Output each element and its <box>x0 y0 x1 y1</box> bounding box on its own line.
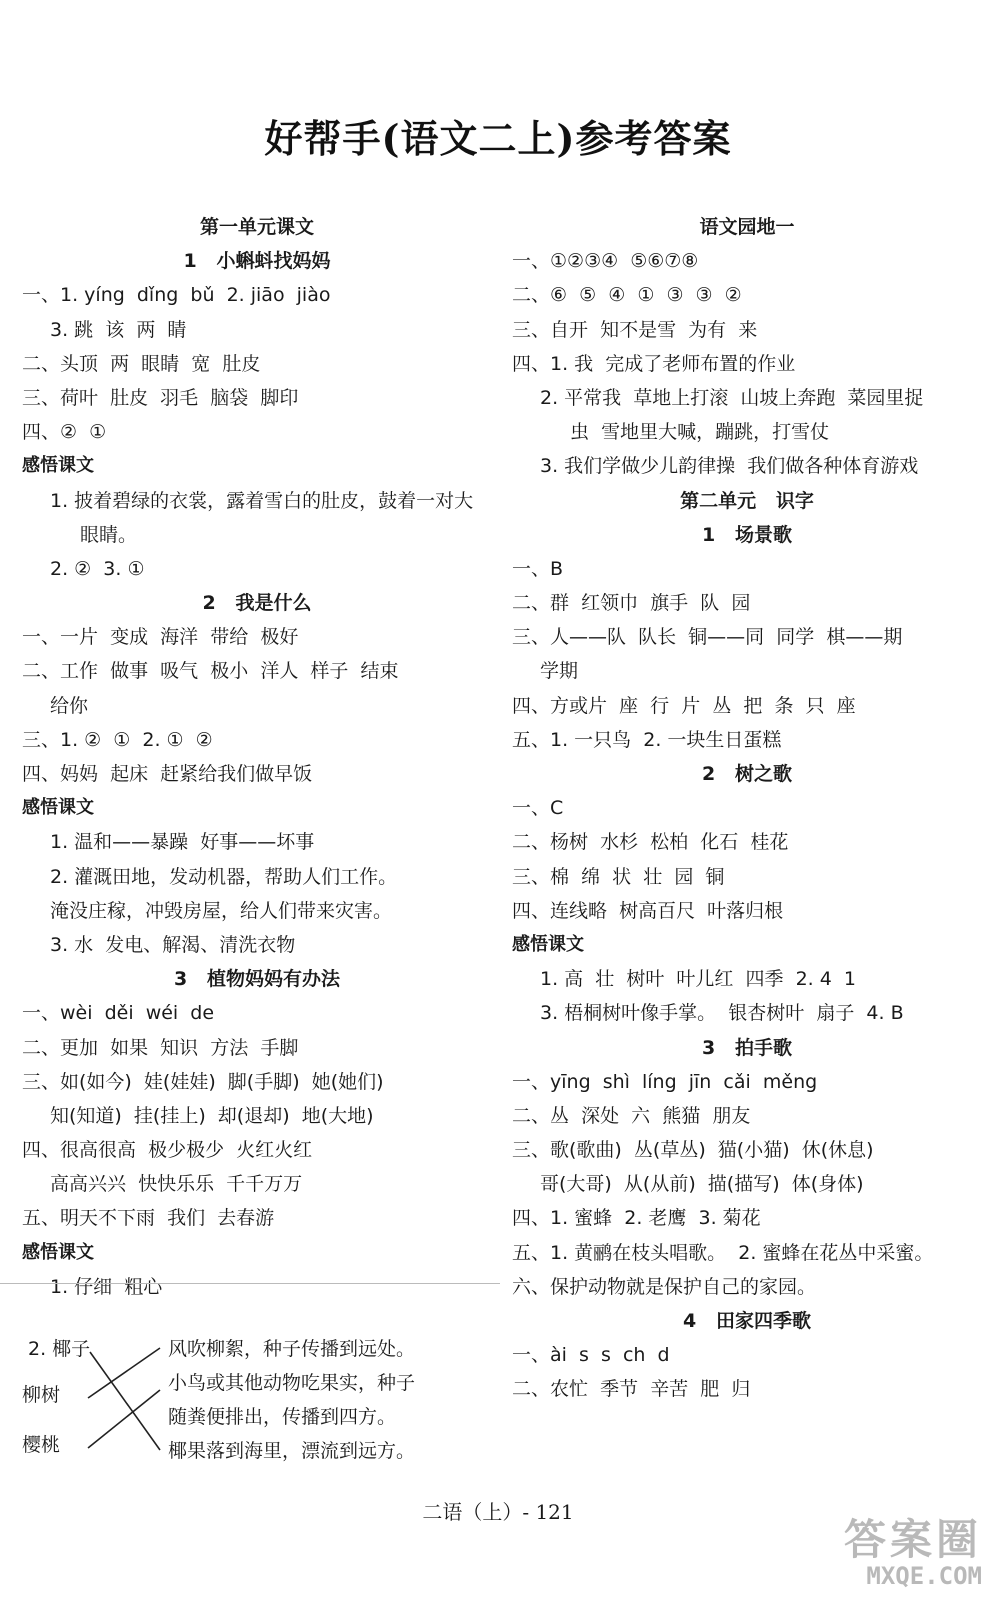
page-footer: 二语（上）- 121 <box>422 1500 574 1524</box>
section-heading: 语文园地一 <box>699 216 795 238</box>
answer-line: 一、1. yíng dǐng bǔ 2. jiāo jiào <box>22 284 331 307</box>
match-left-cherry: 樱桃 <box>22 1434 61 1456</box>
answer-line: 给你 <box>50 694 89 717</box>
answer-line: 三、荷叶 肚皮 羽毛 脑袋 脚印 <box>22 386 299 409</box>
answer-line: 二、工作 做事 吸气 极小 洋人 样子 结束 <box>22 660 399 683</box>
answer-line: 四、妈妈 起床 赶紧给我们做早饭 <box>22 763 313 785</box>
answer-line: 二、杨树 水杉 松柏 化石 桂花 <box>512 831 789 854</box>
answer-line: 五、明天不下雨 我们 去春游 <box>22 1207 275 1230</box>
answer-line: 1. 仔细 粗心 <box>50 1275 163 1298</box>
watermark-text: 答案圈 <box>843 1515 982 1564</box>
answer-line: 一、①②③④ ⑤⑥⑦⑧ <box>512 250 699 273</box>
section-heading: 第二单元 识字 <box>680 489 814 512</box>
answer-line: 四、连线略 树高百尺 叶落归根 <box>512 899 784 922</box>
answer-line: 2. 平常我 草地上打滚 山坡上奔跑 菜园里捉 <box>540 386 924 409</box>
match-right-1: 风吹柳絮，种子传播到远处。 <box>168 1338 416 1360</box>
matching-exercise <box>0 1330 470 1470</box>
section-heading: 4 田家四季歌 <box>682 1310 812 1332</box>
left-column <box>22 210 492 1304</box>
subsection-label: 感悟课文 <box>22 797 94 819</box>
answer-line: 一、ài s s ch d <box>512 1344 670 1367</box>
answer-line: 四、② ① <box>22 421 107 444</box>
right-column <box>512 210 982 1407</box>
section-heading: 1 小蝌蚪找妈妈 <box>183 250 331 273</box>
match-line-willow <box>88 1348 160 1398</box>
answer-line: 五、1. 一只鸟 2. 一块生日蛋糕 <box>512 728 782 751</box>
answer-line: 六、保护动物就是保护自己的家园。 <box>512 1275 817 1298</box>
answer-line: 一、yīng shì líng jīn cǎi měng <box>512 1070 818 1093</box>
answer-line: 虫 雪地里大喊，蹦跳，打雪仗 <box>570 421 830 444</box>
answer-line: 二、更加 如果 知识 方法 手脚 <box>22 1036 299 1059</box>
answer-line: 3. 我们学做少儿韵律操 我们做各种体育游戏 <box>540 455 919 478</box>
section-heading: 3 拍手歌 <box>701 1036 793 1059</box>
page-title: 好帮手(语文二上)参考答案 <box>264 116 732 161</box>
answer-line: 一、wèi děi wéi de <box>22 1002 215 1025</box>
answer-line: 知(知道) 挂(挂上) 却(退却) 地(大地) <box>50 1104 374 1127</box>
section-heading: 1 场景歌 <box>701 523 793 546</box>
section-heading: 2 我是什么 <box>202 592 312 615</box>
subsection-label: 感悟课文 <box>22 1241 94 1263</box>
answer-line: 三、1. ② ① 2. ① ② <box>22 728 213 751</box>
answer-line: 二、⑥ ⑤ ④ ① ③ ③ ② <box>512 284 742 307</box>
answer-line: 一、一片 变成 海洋 带给 极好 <box>22 626 299 649</box>
match-right-4: 椰果落到海里，漂流到远方。 <box>168 1440 416 1462</box>
match-left-coconut: 2. 椰子 <box>28 1338 91 1360</box>
answer-line: 眼睛。 <box>80 523 138 546</box>
answer-line: 三、棉 绵 状 壮 园 铜 <box>512 865 725 888</box>
answer-line: 学期 <box>540 660 579 683</box>
answer-line: 一、C <box>512 797 564 820</box>
answer-line: 五、1. 黄鹂在枝头唱歌。 2. 蜜蜂在花丛中采蜜。 <box>512 1241 934 1264</box>
match-left-willow: 柳树 <box>22 1384 61 1406</box>
answer-line: 二、群 红领巾 旗手 队 园 <box>512 592 751 615</box>
divider <box>0 1283 500 1284</box>
answer-line: 四、1. 我 完成了老师布置的作业 <box>512 352 796 375</box>
answer-line: 1. 高 壮 树叶 叶儿红 四季 2. 4 1 <box>540 968 856 991</box>
answer-line: 2. ② 3. ① <box>50 557 145 580</box>
section-heading: 3 植物妈妈有办法 <box>173 968 341 991</box>
answer-line: 二、头顶 两 眼睛 宽 肚皮 <box>22 352 261 375</box>
answer-line: 二、农忙 季节 辛苦 肥 归 <box>512 1378 751 1401</box>
answer-line: 3. 水 发电、解渴、清洗衣物 <box>50 933 296 956</box>
answer-line: 一、B <box>512 557 564 580</box>
answer-line: 1. 披着碧绿的衣裳，露着雪白的肚皮，鼓着一对大 <box>50 489 474 512</box>
watermark-url: MXQE.COM <box>866 1562 982 1590</box>
answer-line: 三、歌(歌曲) 丛(草丛) 猫(小猫) 休(休息) <box>512 1139 874 1162</box>
section-heading: 第一单元课文 <box>199 216 314 238</box>
answer-line: 哥(大哥) 从(从前) 描(描写) 体(身体) <box>540 1173 864 1196</box>
section-heading: 2 树之歌 <box>701 763 793 785</box>
answer-line: 1. 温和——暴躁 好事——坏事 <box>50 831 315 854</box>
answer-line: 四、1. 蜜蜂 2. 老鹰 3. 菊花 <box>512 1207 761 1230</box>
answer-line: 3. 梧桐树叶像手掌。 银杏树叶 扇子 4. B <box>540 1002 904 1025</box>
answer-line: 四、方或片 座 行 片 丛 把 条 只 座 <box>512 694 856 717</box>
subsection-label: 感悟课文 <box>512 933 584 955</box>
answer-line: 3. 跳 该 两 睛 <box>50 318 187 341</box>
answer-line: 四、很高很高 极少极少 火红火红 <box>22 1139 313 1162</box>
answer-line: 三、如(如今) 娃(娃娃) 脚(手脚) 她(她们) <box>22 1070 384 1093</box>
answer-line: 2. 灌溉田地，发动机器，帮助人们工作。 <box>50 865 398 888</box>
answer-line: 高高兴兴 快快乐乐 千千万万 <box>50 1173 303 1196</box>
match-line-coconut <box>90 1352 160 1450</box>
answer-line: 三、人——队 队长 铜——同 同学 棋——期 <box>512 626 903 649</box>
answer-line: 三、自开 知不是雪 为有 来 <box>512 318 758 341</box>
answer-line: 淹没庄稼，冲毁房屋，给人们带来灾害。 <box>50 899 393 922</box>
answer-line: 二、丛 深处 六 熊猫 朋友 <box>512 1104 751 1127</box>
match-right-3: 随粪便排出，传播到四方。 <box>168 1406 397 1428</box>
subsection-label: 感悟课文 <box>22 455 94 477</box>
match-right-2: 小鸟或其他动物吃果实，种子 <box>168 1372 416 1394</box>
watermark-logo <box>843 1515 982 1590</box>
